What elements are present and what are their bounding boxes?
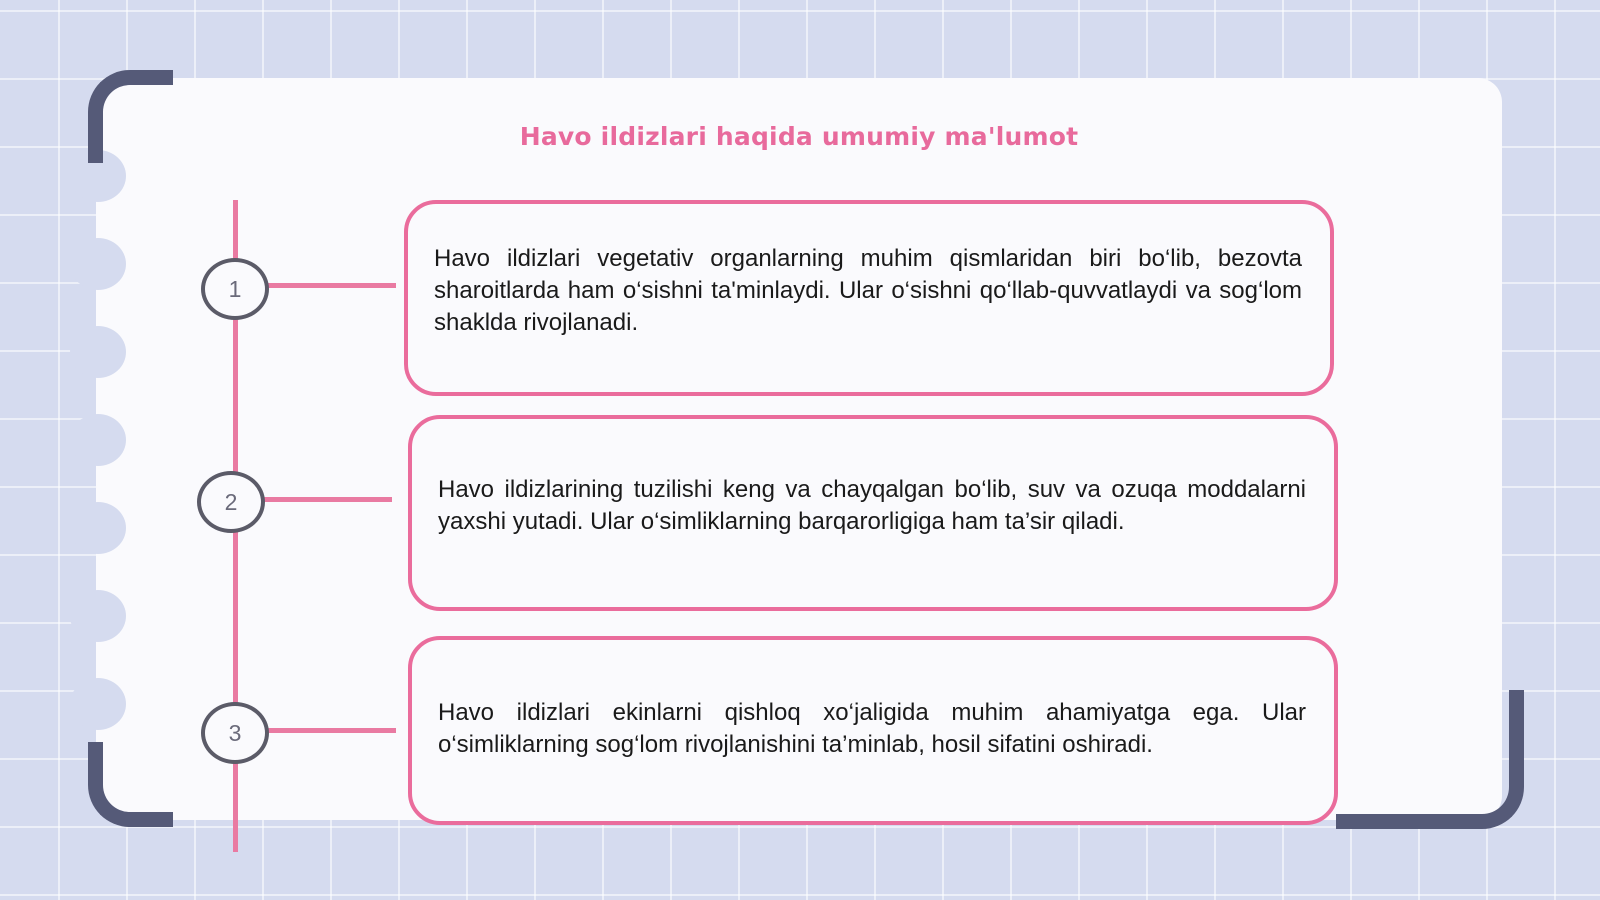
notebook-scallop <box>70 502 126 554</box>
info-text-2: Havo ildizlarining tuzilishi keng va chayqalgan bo‘lib, suv va ozuqa moddalarni yaxshi yutadi. Ular o‘simliklarning barqarorligiga ham ta’sir qiladi. <box>438 476 1306 535</box>
frame-corner-bottom-right <box>1336 690 1524 829</box>
notebook-scallop <box>70 238 126 290</box>
info-text-1: Havo ildizlari vegetativ organlarning muhim qismlaridan biri bo‘lib, bezovta sharoitlarda ham o‘sishni ta'minlaydi. Ular o‘sishni qo‘llab-quvvatlaydi va sog‘lom shaklda rivojlanadi. <box>434 245 1302 336</box>
step-number-1: 1 <box>201 258 269 320</box>
notebook-scallop <box>70 326 126 378</box>
info-box-2 <box>408 415 1338 611</box>
step-number-3: 3 <box>201 702 269 764</box>
step-number-2: 2 <box>197 471 265 533</box>
info-box-3 <box>408 636 1338 825</box>
timeline-connector <box>262 497 392 502</box>
timeline-connector <box>266 728 396 733</box>
timeline-connector <box>266 283 396 288</box>
notebook-scallop <box>70 590 126 642</box>
notebook-scallop <box>70 678 126 730</box>
frame-corner-bottom-left <box>88 742 173 827</box>
info-box-1 <box>404 200 1334 396</box>
notebook-scallop <box>70 414 126 466</box>
info-text-3: Havo ildizlari ekinlarni qishloq xo‘jaligida muhim ahamiyatga ega. Ular o‘simliklarning sog‘lom rivojlanishini ta’minlab, hosil sifatini oshiradi. <box>438 698 1306 758</box>
slide-title: Havo ildizlari haqida umumiy ma'lumot <box>519 122 1079 151</box>
